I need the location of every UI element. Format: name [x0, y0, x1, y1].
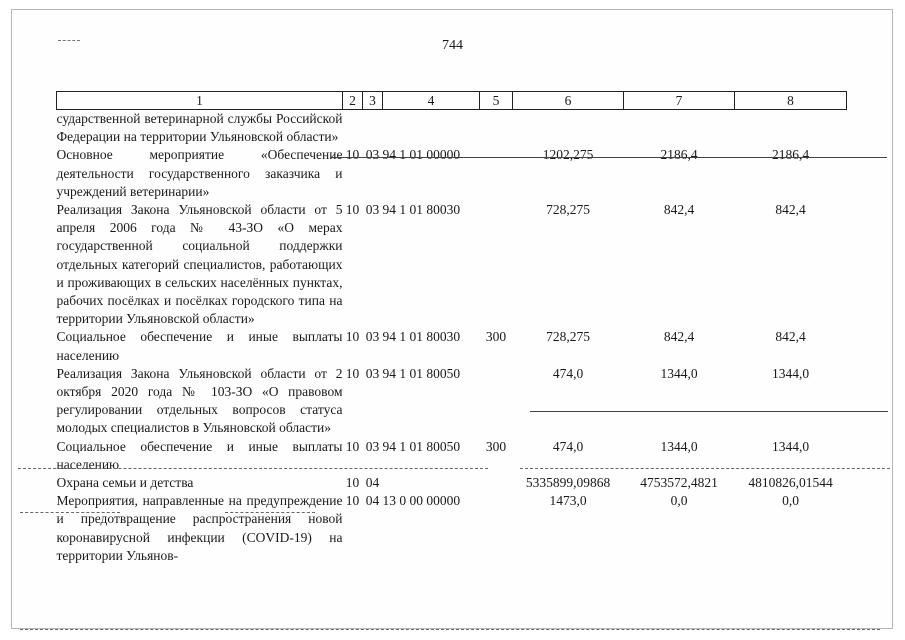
row-value-3: 2186,4	[771, 147, 810, 163]
header-col-3: 3	[363, 92, 383, 110]
row-value-2: 2186,4	[660, 147, 698, 163]
scan-line	[20, 629, 880, 630]
table-header	[57, 92, 847, 110]
header-col-6: 6	[513, 92, 624, 110]
row-section: 10	[345, 329, 360, 345]
row-expense-type	[480, 474, 513, 492]
row-subsection: 04	[365, 475, 380, 491]
table-row	[57, 110, 847, 147]
row-subsection: 03	[365, 202, 380, 218]
page-number: 744	[442, 38, 463, 53]
row-value-1: 728,275	[546, 202, 590, 218]
row-expense-type: 300	[485, 438, 507, 454]
row-value-2	[624, 110, 735, 147]
row-subsection	[363, 110, 383, 147]
row-target-article: 94 1 01 00000	[382, 147, 461, 163]
row-value-1	[513, 110, 624, 147]
row-target-article: 94 1 01 80030	[382, 329, 461, 345]
row-value-1: 1473,0	[549, 493, 587, 509]
scan-line	[20, 512, 120, 513]
row-expense-type	[480, 146, 513, 201]
header-col-8: 8	[735, 92, 847, 110]
table-row	[57, 146, 847, 201]
row-expense-type	[480, 110, 513, 147]
row-value-3: 1344,0	[771, 438, 810, 454]
row-target-article: 94 1 01 80050	[382, 438, 461, 454]
table-row	[57, 328, 847, 364]
header-col-4: 4	[383, 92, 480, 110]
header-col-5: 5	[480, 92, 513, 110]
row-section: 10	[345, 475, 360, 491]
header-col-1: 1	[57, 92, 343, 110]
row-name: сударственной ветеринарной службы Российской Федерации на территории Ульяновской области»	[56, 111, 343, 145]
row-subsection: 03	[365, 147, 380, 163]
row-name: Социальное обеспечение и иные выплаты населению	[56, 438, 343, 472]
row-name: Мероприятия, направленные на предупреждение и предотвращение распространения новой коронавирусной инфекции (COVID-19) на территории Ульянов-	[56, 493, 343, 563]
row-name: Основное мероприятие «Обеспечение деятельности государственного заказчика и учреждений ветеринарии»	[56, 147, 343, 199]
row-section: 10	[345, 365, 360, 381]
row-value-3: 842,4	[775, 329, 806, 345]
header-row	[57, 92, 847, 110]
row-subsection: 03	[365, 438, 380, 454]
row-subsection: 04	[365, 493, 380, 509]
table-row	[57, 474, 847, 492]
row-value-2: 1344,0	[660, 438, 698, 454]
row-target-article: 94 1 01 80030	[382, 202, 461, 218]
row-target-article	[383, 474, 480, 492]
row-section: 10	[345, 493, 360, 509]
row-section	[343, 110, 363, 147]
row-value-2: 4753572,4821	[640, 475, 718, 491]
row-name: Охрана семьи и детства	[56, 475, 194, 491]
row-expense-type: 300	[485, 329, 507, 345]
row-value-2: 842,4	[663, 202, 695, 218]
row-section: 10	[345, 147, 360, 163]
row-expense-type	[480, 201, 513, 328]
row-value-3: 4810826,01544	[748, 475, 833, 491]
row-value-2: 0,0	[670, 493, 688, 509]
scan-line	[330, 157, 887, 158]
scan-line	[520, 468, 890, 469]
row-value-1: 1202,275	[542, 147, 594, 163]
row-subsection: 03	[365, 329, 380, 345]
row-value-3: 1344,0	[771, 365, 810, 381]
row-value-3	[735, 110, 847, 147]
table-row	[57, 201, 847, 328]
budget-table	[56, 91, 847, 565]
scan-line	[225, 512, 315, 513]
scan-line	[530, 411, 888, 412]
header-col-2: 2	[343, 92, 363, 110]
row-value-1: 728,275	[546, 329, 590, 345]
row-target-article: 13 0 00 00000	[382, 493, 461, 509]
table-row	[57, 492, 847, 565]
table-row	[57, 365, 847, 438]
row-subsection: 03	[365, 365, 380, 381]
row-value-2: 1344,0	[660, 365, 698, 381]
row-expense-type	[480, 492, 513, 565]
row-expense-type	[480, 365, 513, 438]
row-name: Социальное обеспечение и иные выплаты населению	[56, 329, 343, 363]
row-name: Реализация Закона Ульяновской области от 2 октября 2020 года № 103-ЗО «О правовом регулировании отдельных вопросов статуса молодых специалистов в Ульяновской области»	[56, 365, 343, 436]
row-target-article: 94 1 01 80050	[382, 365, 461, 381]
row-section: 10	[345, 202, 360, 218]
row-value-1: 474,0	[552, 365, 584, 381]
row-value-1: 474,0	[552, 438, 584, 454]
row-name: Реализация Закона Ульяновской области от 5 апреля 2006 года № 43-ЗО «О мерах государственной социальной поддержки отдельных категорий специалистов, работающих и проживающих в сельских населённых пунктах, рабочих посёлках и посёлках городского типа на территории Ульяновской области»	[56, 202, 343, 327]
row-value-3: 842,4	[775, 202, 806, 218]
row-value-2: 842,4	[663, 329, 695, 345]
row-value-3: 0,0	[782, 493, 799, 509]
row-section: 10	[345, 438, 360, 454]
row-value-1: 5335899,09868	[525, 475, 611, 491]
header-col-7: 7	[624, 92, 735, 110]
row-target-article	[383, 110, 480, 147]
scan-line	[18, 468, 488, 469]
